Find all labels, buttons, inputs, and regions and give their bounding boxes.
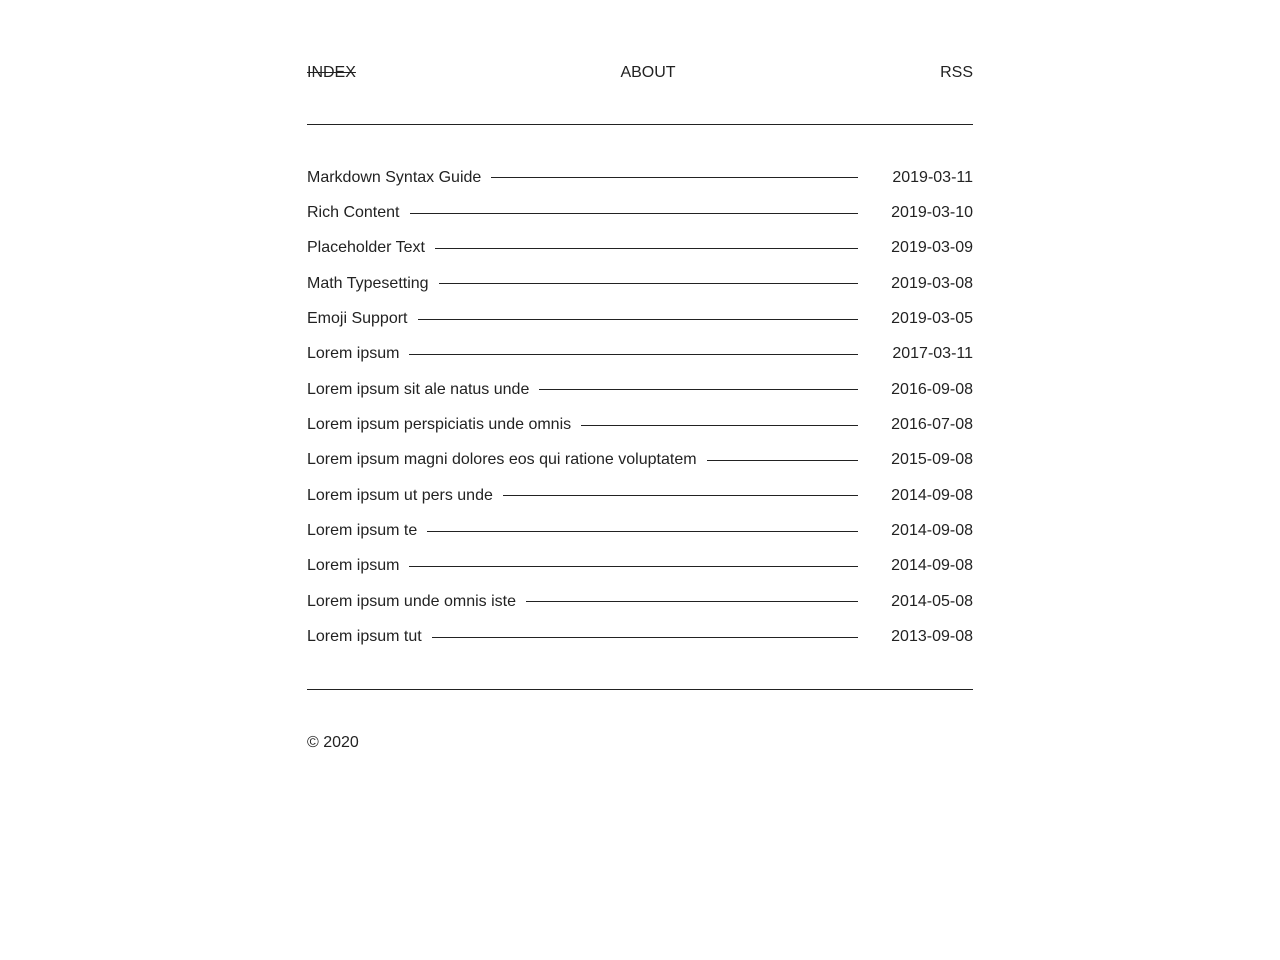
leader-line (491, 177, 858, 178)
post-title-link[interactable]: Lorem ipsum tut (307, 628, 422, 646)
list-item (307, 407, 973, 442)
post-date: 2016-07-08 (891, 416, 973, 434)
leader-line (539, 389, 858, 390)
leader-line (409, 354, 858, 355)
list-item (307, 513, 973, 548)
leader-line (418, 319, 859, 320)
list-item (307, 372, 973, 407)
list-item (307, 266, 973, 301)
content-container (307, 0, 973, 812)
post-title-link[interactable]: Math Typesetting (307, 274, 429, 292)
post-date: 2019-03-05 (891, 310, 973, 328)
bottom-divider (307, 689, 973, 690)
post-date: 2014-05-08 (891, 592, 973, 610)
leader-line (409, 566, 858, 567)
post-date: 2014-09-08 (891, 522, 973, 540)
post-title-link[interactable]: Lorem ipsum (307, 345, 400, 363)
post-title-link[interactable]: Rich Content (307, 204, 400, 222)
post-date: 2016-09-08 (891, 380, 973, 398)
nav-link-rss[interactable]: RSS (940, 64, 973, 81)
list-item (307, 160, 973, 195)
copyright-text: © 2020 (307, 733, 359, 751)
nav-link-index[interactable]: INDEX (307, 64, 356, 81)
leader-line (503, 495, 858, 496)
post-title-link[interactable]: Emoji Support (307, 310, 408, 328)
nav-link-about[interactable]: ABOUT (620, 64, 676, 81)
post-date: 2015-09-08 (891, 451, 973, 469)
top-navigation (307, 63, 973, 82)
post-title-link[interactable]: Markdown Syntax Guide (307, 168, 482, 186)
list-item (307, 549, 973, 584)
site-footer (307, 733, 973, 812)
list-item (307, 478, 973, 513)
leader-line (526, 601, 858, 602)
post-date: 2019-03-11 (892, 168, 973, 186)
top-divider (307, 124, 973, 125)
list-item (307, 195, 973, 230)
post-date: 2014-09-08 (891, 557, 973, 575)
list-item (307, 619, 973, 654)
post-title-link[interactable]: Lorem ipsum ut pers unde (307, 486, 493, 504)
post-date: 2019-03-09 (891, 239, 973, 257)
leader-line (432, 637, 858, 638)
post-title-link[interactable]: Lorem ipsum perspiciatis unde omnis (307, 416, 572, 434)
post-date: 2014-09-08 (891, 486, 973, 504)
post-list (307, 160, 973, 655)
post-title-link[interactable]: Lorem ipsum te (307, 522, 418, 540)
post-date: 2019-03-08 (891, 274, 973, 292)
leader-line (410, 213, 859, 214)
post-date: 2017-03-11 (892, 345, 973, 363)
list-item (307, 443, 973, 478)
post-date: 2013-09-08 (891, 628, 973, 646)
post-title-link[interactable]: Lorem ipsum magni dolores eos qui ratione voluptatem (307, 451, 697, 469)
leader-line (435, 248, 858, 249)
list-item (307, 301, 973, 336)
post-title-link[interactable]: Placeholder Text (307, 239, 425, 257)
leader-line (707, 460, 858, 461)
post-title-link[interactable]: Lorem ipsum sit ale natus unde (307, 380, 530, 398)
list-item (307, 584, 973, 619)
post-title-link[interactable]: Lorem ipsum (307, 557, 400, 575)
leader-line (581, 425, 858, 426)
post-title-link[interactable]: Lorem ipsum unde omnis iste (307, 592, 516, 610)
leader-line (427, 531, 858, 532)
list-item (307, 231, 973, 266)
post-date: 2019-03-10 (891, 204, 973, 222)
list-item (307, 337, 973, 372)
leader-line (439, 283, 858, 284)
